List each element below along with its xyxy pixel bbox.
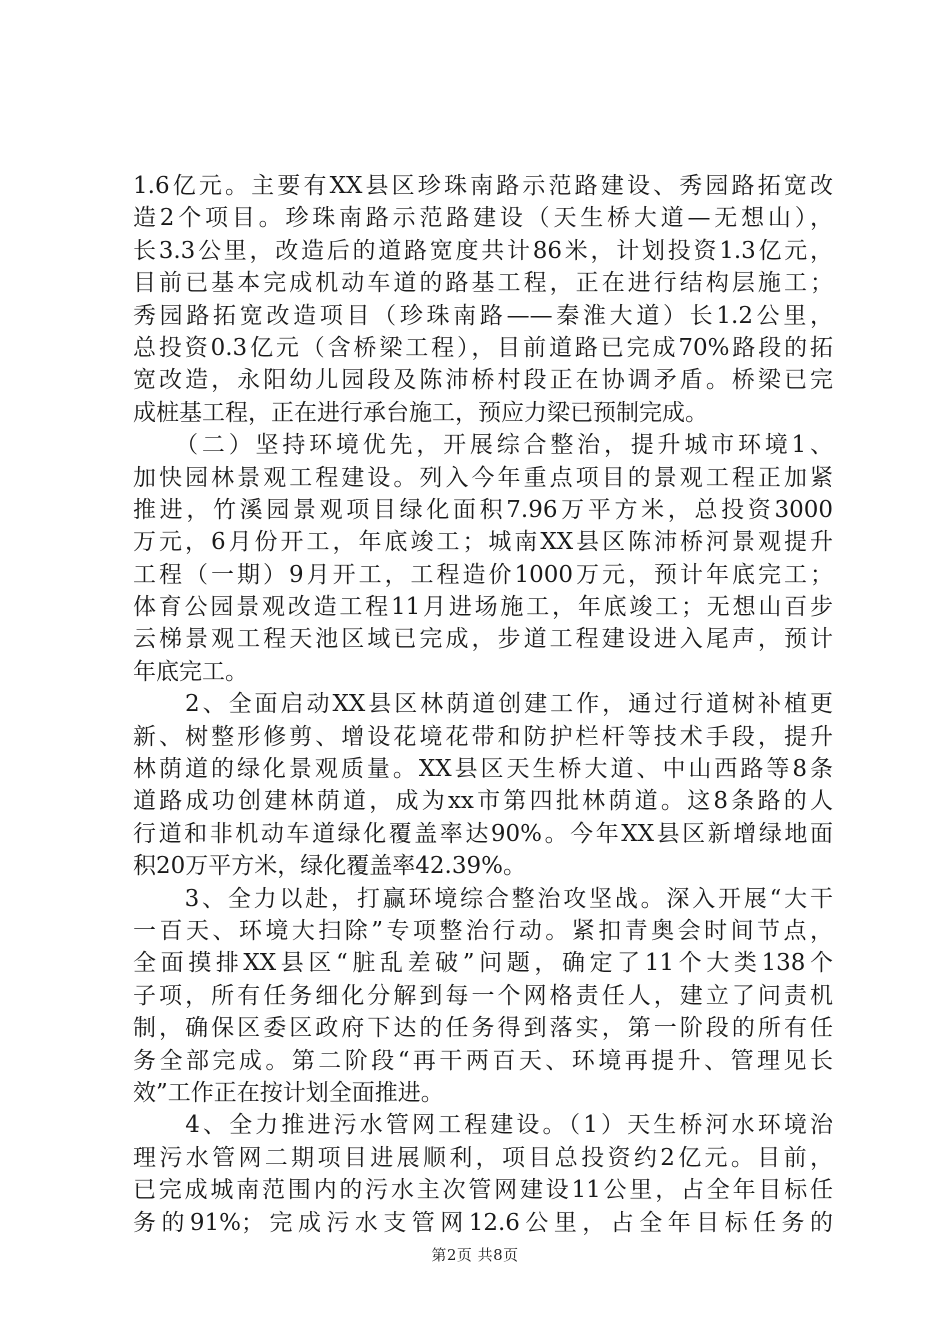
- text-line: 宽改造，永阳幼儿园段及陈沛桥村段正在协调矛盾。桥梁已完: [133, 367, 833, 394]
- text-line: 长3.3公里，改造后的道路宽度共计86米，计划投资1.3亿元，: [133, 237, 833, 264]
- text-line: 1.6亿元。主要有XX县区珍珠南路示范路建设、秀园路拓宽改: [133, 173, 833, 199]
- text-line: 2、全面启动XX县区林荫道创建工作，通过行道树补植更: [133, 691, 833, 718]
- text-line: 新、树整形修剪、增设花境花带和防护栏杆等技术手段，提升: [133, 723, 833, 750]
- text-line: 加快园林景观工程建设。列入今年重点项目的景观工程正加紧: [133, 464, 833, 491]
- text-line: 总投资0.3亿元（含桥梁工程），目前道路已完成70%路段的拓: [133, 334, 833, 361]
- text-line: 目前已基本完成机动车道的路基工程，正在进行结构层施工；: [133, 270, 833, 297]
- page-number-footer: 第2页 共8页: [431, 1246, 519, 1264]
- text-line: 理污水管网二期项目进展顺利，项目总投资约2亿元。目前，: [133, 1144, 833, 1171]
- text-line: 效”工作正在按计划全面推进。: [133, 1079, 444, 1106]
- text-line: 子项，所有任务细化分解到每一个网格责任人，建立了问责机: [133, 982, 833, 1009]
- text-line: 制，确保区委区政府下达的任务得到落实，第一阶段的所有任: [133, 1015, 833, 1042]
- text-line: 成桩基工程，正在进行承台施工，预应力梁已预制完成。: [133, 399, 708, 426]
- text-line: 万元，6月份开工，年底竣工；城南XX县区陈沛桥河景观提升: [133, 529, 833, 556]
- text-line: 务的91%；完成污水支管网12.6公里，占全年目标任务的: [133, 1209, 833, 1236]
- text-line: 全面摸排XX县区“脏乱差破”问题，确定了11个大类138个: [133, 950, 833, 977]
- text-line: 务全部完成。第二阶段“再干两百天、环境再提升、管理见长: [133, 1047, 833, 1074]
- text-line: 4、全力推进污水管网工程建设。（1）天生桥河水环境治: [133, 1112, 833, 1139]
- text-line: 云梯景观工程天池区域已完成，步道工程建设进入尾声，预计: [133, 626, 833, 653]
- text-line: 道路成功创建林荫道，成为xx市第四批林荫道。这8条路的人: [133, 788, 833, 815]
- text-line: 积20万平方米，绿化覆盖率42.39%。: [133, 853, 526, 880]
- text-line: 行道和非机动车道绿化覆盖率达90%。今年XX县区新增绿地面: [133, 820, 833, 847]
- text-line: 工程（一期）9月开工，工程造价1000万元，预计年底完工；: [133, 561, 833, 588]
- text-line: 年底完工。: [133, 658, 248, 685]
- text-line: 体育公园景观改造工程11月进场施工，年底竣工；无想山百步: [133, 594, 833, 621]
- document-body: [133, 170, 833, 1239]
- text-line: 已完成城南范围内的污水主次管网建设11公里，占全年目标任: [133, 1177, 833, 1204]
- text-line: 造2个项目。珍珠南路示范路建设（天生桥大道—无想山），: [133, 205, 833, 232]
- text-line: 一百天、环境大扫除”专项整治行动。紧扣青奥会时间节点，: [133, 917, 833, 944]
- text-line: （二）坚持环境优先，开展综合整治，提升城市环境1、: [133, 432, 833, 459]
- text-line: 林荫道的绿化景观质量。XX县区天生桥大道、中山西路等8条: [133, 756, 833, 783]
- text-line: 3、全力以赴，打赢环境综合整治攻坚战。深入开展“大干: [133, 885, 833, 912]
- text-line: 推进，竹溪园景观项目绿化面积7.96万平方米，总投资3000: [133, 496, 833, 523]
- text-line: 秀园路拓宽改造项目（珍珠南路——秦淮大道）长1.2公里，: [133, 302, 833, 329]
